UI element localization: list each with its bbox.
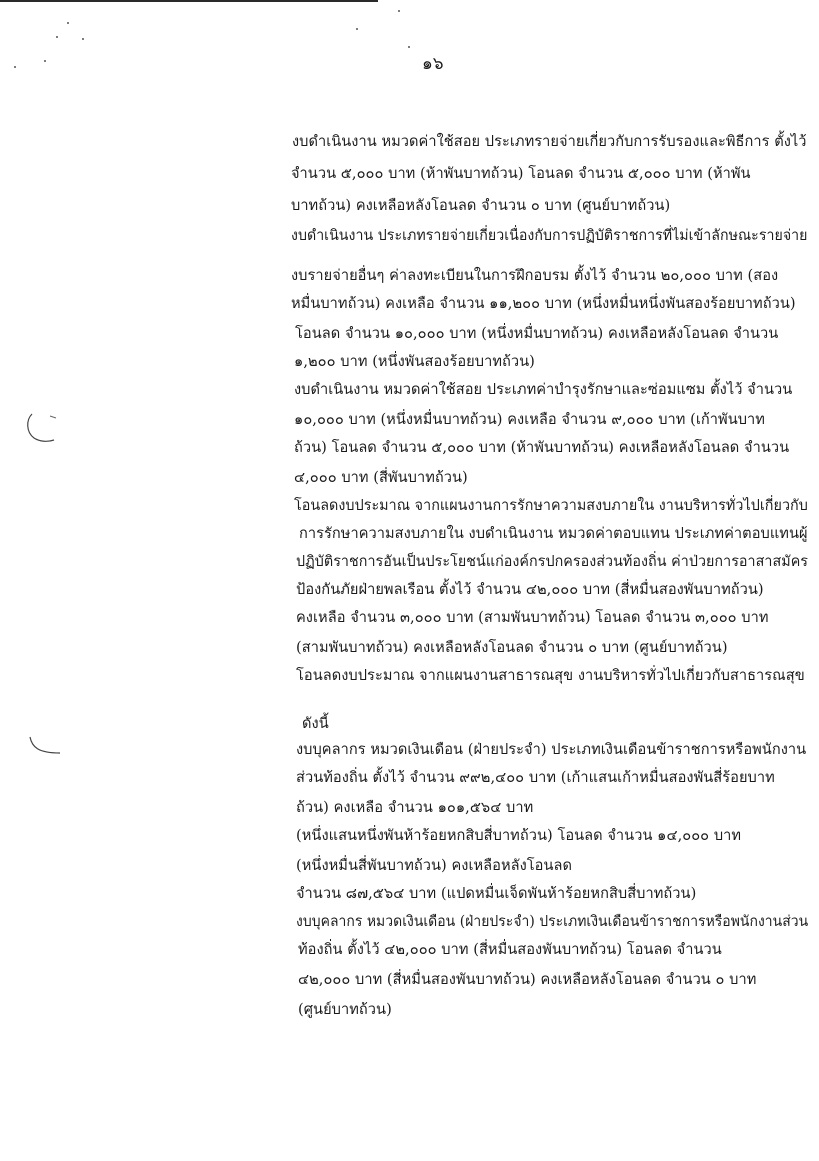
body-line: หมื่นบาทถ้วน) คงเหลือ จำนวน ๑๑,๒๐๐ บาท (หนึ่งหมื่นหนึ่งพันสองร้อยบาทถ้วน) <box>291 295 796 312</box>
body-line: คงเหลือ จำนวน ๓,๐๐๐ บาท (สามพันบาทถ้วน) โอนลด จำนวน ๓,๐๐๐ บาท <box>296 609 769 626</box>
body-line: งบบุคลากร หมวดเงินเดือน (ฝ่ายประจำ) ประเภทเงินเดือนข้าราชการหรือพนักงานส่วน <box>296 913 809 930</box>
scan-speck <box>398 10 400 12</box>
body-line: โอนลดงบประมาณ จากแผนงานสาธารณสุข งานบริหารทั่วไปเกี่ยวกับสาธารณสุข <box>296 667 805 684</box>
top-border-line <box>0 0 378 2</box>
scan-speck <box>14 66 16 68</box>
body-line: ๑๐,๐๐๐ บาท (หนึ่งหมื่นบาทถ้วน) คงเหลือ จำนวน ๙,๐๐๐ บาท (เก้าพันบาท <box>294 411 765 428</box>
scan-speck <box>56 36 58 38</box>
body-line: ๔,๐๐๐ บาท (สี่พันบาทถ้วน) <box>294 469 468 486</box>
scan-speck <box>44 60 46 62</box>
page-number: ๑๖ <box>422 54 444 74</box>
body-line: งบดำเนินงาน หมวดค่าใช้สอย ประเภทค่าบำรุงรักษาและซ่อมแซม ตั้งไว้ จำนวน <box>294 381 793 398</box>
scan-speck <box>356 28 358 30</box>
body-line: (หนึ่งหมื่นสี่พันบาทถ้วน) คงเหลือหลังโอนลด <box>296 857 573 874</box>
body-line: งบรายจ่ายอื่นๆ ค่าลงทะเบียนในการฝึกอบรม ตั้งไว้ จำนวน ๒๐,๐๐๐ บาท (สอง <box>291 267 779 284</box>
body-line: โอนลดงบประมาณ จากแผนงานการรักษาความสงบภายใน งานบริหารทั่วไปเกี่ยวกับ <box>294 497 808 514</box>
body-line: (ศูนย์บาทถ้วน) <box>298 1001 392 1018</box>
body-line: ๔๒,๐๐๐ บาท (สี่หมื่นสองพันบาทถ้วน) คงเหลือหลังโอนลด จำนวน ๐ บาท <box>298 971 757 988</box>
body-line: งบดำเนินงาน หมวดค่าใช้สอย ประเภทรายจ่ายเกี่ยวกับการรับรองและพิธีการ ตั้งไว้ <box>292 133 807 150</box>
body-line: ๑,๒๐๐ บาท (หนึ่งพันสองร้อยบาทถ้วน) <box>294 353 535 370</box>
body-line: ถ้วน) โอนลด จำนวน ๕,๐๐๐ บาท (ห้าพันบาทถ้วน) คงเหลือหลังโอนลด จำนวน <box>294 439 790 456</box>
scan-mark <box>20 410 60 446</box>
body-line: ป้องกันภัยฝ่ายพลเรือน ตั้งไว้ จำนวน ๔๒,๐๐๐ บาท (สี่หมื่นสองพันบาทถ้วน) <box>296 581 764 598</box>
body-line: บาทถ้วน) คงเหลือหลังโอนลด จำนวน ๐ บาท (ศูนย์บาทถ้วน) <box>291 197 671 214</box>
body-line: งบบุคลากร หมวดเงินเดือน (ฝ่ายประจำ) ประเภทเงินเดือนข้าราชการหรือพนักงาน <box>296 741 807 758</box>
scan-speck <box>408 46 410 48</box>
body-line: ปฏิบัติราชการอันเป็นประโยชน์แก่องค์กรปกครองส่วนท้องถิ่น ค่าป่วยการอาสาสมัคร <box>296 553 809 570</box>
body-line: การรักษาความสงบภายใน งบดำเนินงาน หมวดค่าตอบแทน ประเภทค่าตอบแทนผู้ <box>299 525 808 542</box>
scan-speck <box>67 22 69 24</box>
body-line: จำนวน ๕,๐๐๐ บาท (ห้าพันบาทถ้วน) โอนลด จำนวน ๕,๐๐๐ บาท (ห้าพัน <box>291 165 751 182</box>
body-line: ส่วนท้องถิ่น ตั้งไว้ จำนวน ๙๙๒,๔๐๐ บาท (เก้าแสนเก้าหมื่นสองพันสี่ร้อยบาท <box>296 769 775 786</box>
body-line: โอนลด จำนวน ๑๐,๐๐๐ บาท (หนึ่งหมื่นบาทถ้วน) คงเหลือหลังโอนลด จำนวน <box>295 325 779 342</box>
body-line: จำนวน ๘๗,๕๖๔ บาท (แปดหมื่นเจ็ดพันห้าร้อยหกสิบสี่บาทถ้วน) <box>296 885 697 902</box>
body-line: ดังนี้ <box>302 715 329 732</box>
body-line: ถ้วน) คงเหลือ จำนวน ๑๐๑,๕๖๔ บาท <box>296 799 534 816</box>
body-line: งบดำเนินงาน ประเภทรายจ่ายเกี่ยวเนื่องกับการปฏิบัติราชการที่ไม่เข้าลักษณะรายจ่าย <box>291 227 808 244</box>
scan-speck <box>82 38 84 40</box>
body-line: (หนึ่งแสนหนึ่งพันห้าร้อยหกสิบสี่บาทถ้วน) โอนลด จำนวน ๑๔,๐๐๐ บาท <box>296 827 742 844</box>
body-line: (สามพันบาทถ้วน) คงเหลือหลังโอนลด จำนวน ๐ บาท (ศูนย์บาทถ้วน) <box>296 639 728 656</box>
body-line: ท้องถิ่น ตั้งไว้ ๔๒,๐๐๐ บาท (สี่หมื่นสองพันบาทถ้วน) โอนลด จำนวน <box>298 941 722 958</box>
scan-mark <box>24 735 64 759</box>
